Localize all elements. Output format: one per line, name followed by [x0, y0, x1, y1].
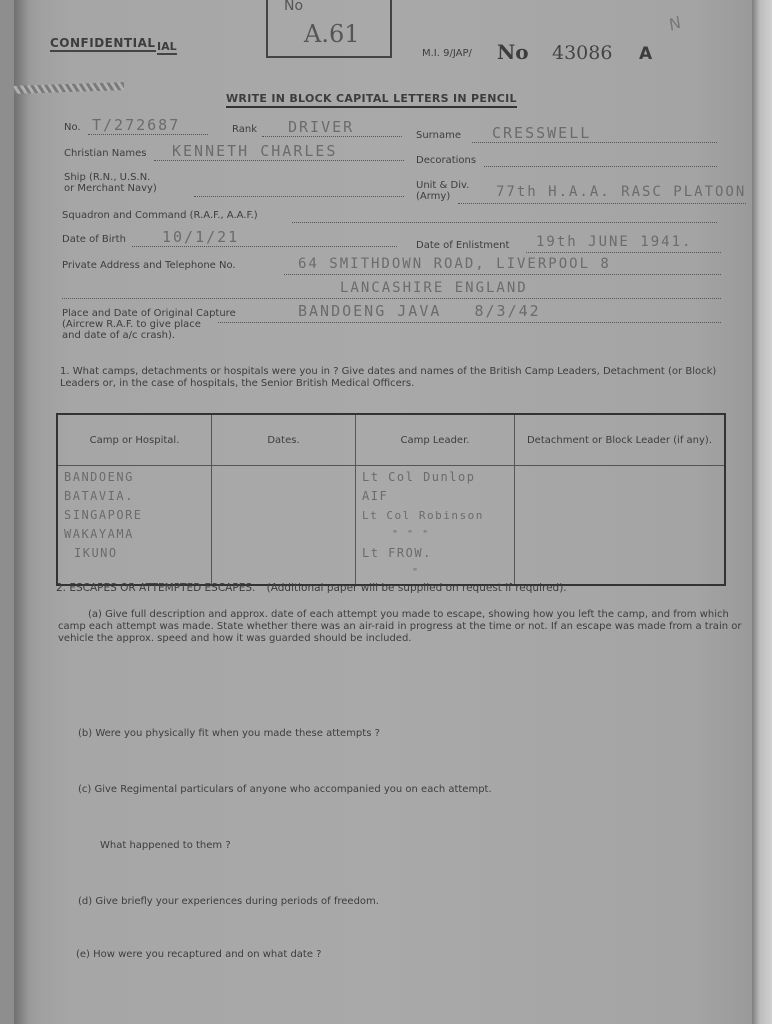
question-2a: (a) Give full description and approx. date of each attempt you made to escape, showing how you left the camp, and from which camp each attempt was made. State whether there was an air-raid in progress at the time or not. If an escape was made from a train or vehicle the approx. speed and how it was guarded should be included.	[58, 609, 742, 644]
camp-entry: SINGAPORE	[64, 508, 143, 522]
no-label: No.	[64, 122, 81, 133]
page-edge	[752, 0, 772, 1024]
camp-leaders-cell[interactable]	[356, 466, 515, 586]
enlistment-field[interactable]: 19th JUNE 1941.	[536, 234, 693, 250]
question-2d: (d) Give briefly your experiences during periods of freedom.	[78, 896, 379, 907]
enlistment-label: Date of Enlistment	[416, 240, 510, 251]
serial-suffix: A	[639, 44, 653, 64]
unit-field[interactable]: 77th H.A.A. RASC PLATOON	[496, 184, 747, 200]
section2-note: (Additional paper will be supplied on request if required).	[266, 582, 567, 594]
camp-entry: BANDOENG	[64, 470, 134, 484]
classification-label: CONFIDENTIAL	[50, 36, 156, 50]
capture-field[interactable]: BANDOENG JAVA 8/3/42	[298, 302, 541, 320]
capture-label-3: and date of a/c crash).	[62, 330, 176, 341]
detachment-leaders-cell[interactable]	[515, 466, 726, 586]
no-field[interactable]: T/272687	[92, 116, 181, 134]
margin-annotation: N	[666, 12, 684, 35]
stamp-prefix: No	[284, 0, 304, 14]
unit-label-2: (Army)	[416, 191, 451, 202]
camp-entry: BATAVIA.	[64, 489, 134, 503]
squadron-label: Squadron and Command (R.A.F., A.A.F.)	[62, 210, 258, 221]
section2-title: 2. ESCAPES OR ATTEMPTED ESCAPES.	[56, 582, 256, 594]
question-2e: (e) How were you recaptured and on what date ?	[76, 949, 322, 960]
classification-overprint: IAL	[157, 40, 177, 53]
rank-label: Rank	[232, 124, 257, 135]
document-page	[14, 0, 752, 1024]
christian-names-field[interactable]: KENNETH CHARLES	[172, 142, 338, 160]
capture-label-1: Place and Date of Original Capture	[62, 308, 236, 319]
camp-leader-entry: Lt Col Robinson	[362, 509, 484, 522]
form-reference: M.I. 9/JAP/	[422, 48, 472, 59]
header-camp-leader: Camp Leader.	[356, 414, 515, 466]
camp-leader-entry: Lt FROW.	[362, 546, 432, 560]
header-dates: Dates.	[212, 414, 356, 466]
ship-label-1: Ship (R.N., U.S.N.	[64, 172, 151, 183]
address-line-1[interactable]: 64 SMITHDOWN ROAD, LIVERPOOL 8	[298, 256, 611, 272]
decorations-label: Decorations	[416, 155, 477, 166]
stamp-value: A.61	[304, 20, 360, 48]
camps-table	[56, 413, 726, 586]
surname-field[interactable]: CRESSWELL	[492, 124, 592, 142]
camp-entry: WAKAYAMA	[64, 527, 134, 541]
dates-cell[interactable]	[212, 466, 356, 586]
address-label: Private Address and Telephone No.	[62, 260, 236, 271]
camp-leader-entry: "	[412, 567, 420, 578]
question-2c: (c) Give Regimental particulars of anyone who accompanied you on each attempt.	[78, 784, 492, 795]
serial-number: 43086	[552, 42, 613, 64]
capture-label-2: (Aircrew R.A.F. to give place	[62, 319, 201, 330]
surname-label: Surname	[416, 130, 461, 141]
header-camp: Camp or Hospital.	[57, 414, 212, 466]
ship-label-2: or Merchant Navy)	[64, 183, 157, 194]
dob-label: Date of Birth	[62, 234, 126, 245]
header-detachment-leader: Detachment or Block Leader (if any).	[515, 414, 726, 466]
unit-label-1: Unit & Div.	[416, 180, 470, 191]
binding-edge	[14, 0, 40, 1024]
camp-leader-entry: Lt Col Dunlop AIF	[362, 470, 476, 503]
rank-field[interactable]: DRIVER	[288, 118, 355, 136]
question-2c-followup: What happened to them ?	[100, 840, 231, 851]
instruction-heading: WRITE IN BLOCK CAPITAL LETTERS IN PENCIL	[226, 92, 517, 108]
christian-names-label: Christian Names	[64, 148, 147, 159]
camps-cell[interactable]	[57, 466, 212, 586]
address-line-2[interactable]: LANCASHIRE ENGLAND	[340, 280, 528, 296]
question-2b: (b) Were you physically fit when you made these attempts ?	[78, 728, 380, 739]
section1-question: 1. What camps, detachments or hospitals were you in ? Give dates and names of the British Camp Leaders, Detachment (or Block) Leaders or, in the case of hospitals, the Senior British Medical Officers.	[60, 366, 717, 389]
camp-leader-entry: " " "	[392, 529, 430, 540]
dob-field[interactable]: 10/1/21	[162, 228, 240, 246]
section2-heading	[56, 582, 567, 594]
camp-entry: IKUNO	[74, 546, 118, 560]
number-symbol: No	[497, 40, 529, 64]
